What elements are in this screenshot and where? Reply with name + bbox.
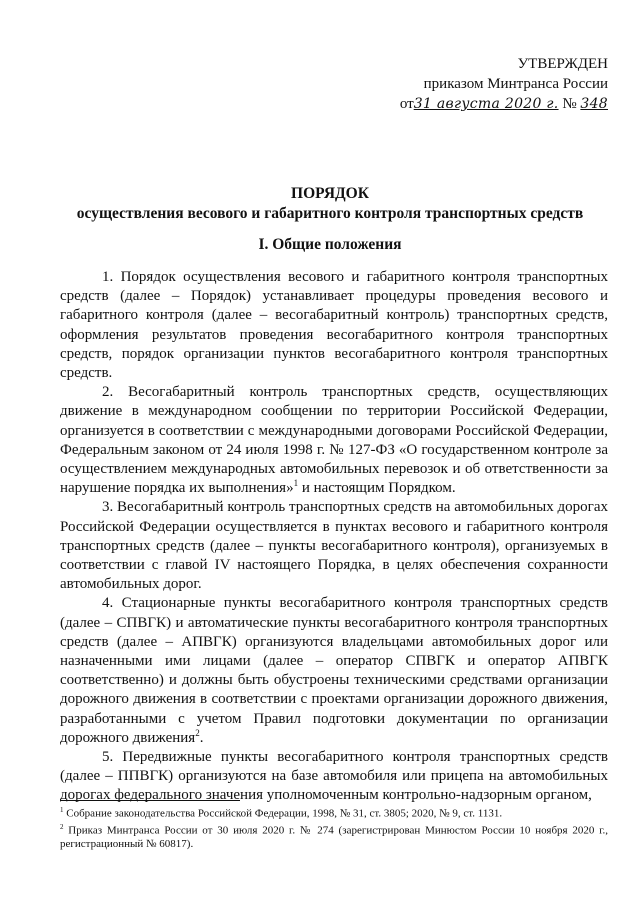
document-title bbox=[60, 184, 600, 224]
paragraph-1: 1. Порядок осуществления весового и габаритного контроля транспортных средств (далее – Порядок) устанавливает процедуры проведения весового и габаритного контроля (далее – весогабаритный контроль) транспортных средств, оформления результатов проведения весогабаритного контроля транспортных средств, порядок организации пунктов весогабаритного контроля транспортных средств. bbox=[60, 269, 608, 382]
paragraph-2: 2. Весогабаритный контроль транспортных средств, осуществляющих движение в международном сообщении по территории Российской Федерации, организуется в соответствии с международными договорами Российской Федерации, Федеральным законом от 24 июля 1998 г. № 127-ФЗ «О государственном контроле за осуществлением международных автомобильных перевозок и об ответственности за нарушение порядка их выполнения»$^1$ и настоящим Порядком. bbox=[60, 384, 608, 497]
paragraph-5: 5. Передвижные пункты весогабаритного контроля транспортных средств (далее – ППВГК) организуются на базе автомобиля или прицепа на автомобильных дорогах федерального значения уполномоченным контрольно-надзорным органом, bbox=[60, 749, 608, 804]
footnote-ref-2: 2 bbox=[195, 727, 200, 738]
handwritten-date: 31 августа 2020 г. bbox=[413, 96, 559, 112]
title-line-2: осуществления весового и габаритного контроля транспортных средств bbox=[76, 205, 584, 222]
approval-title: УТВЕРЖДЕН bbox=[517, 56, 608, 72]
section-heading: I. Общие положения bbox=[258, 236, 402, 253]
date-prefix: от bbox=[399, 96, 414, 112]
footnote-2: $^2$ Приказ Минтранса России от 30 июля 2020 г. № 274 (зарегистрирован Минюстом России 10 ноября 2020 г., регистрационный № 60817). bbox=[60, 823, 608, 851]
footnotes bbox=[60, 804, 608, 852]
document-body bbox=[60, 268, 608, 806]
footnote-ref-1: 1 bbox=[293, 478, 299, 489]
approval-stamp bbox=[308, 54, 608, 114]
number-prefix: № bbox=[562, 96, 577, 112]
title-line-1: ПОРЯДОК bbox=[291, 185, 369, 202]
footnote-1: $^1$ Собрание законодательства Российской Федерации, 1998, № 31, ст. 3805; 2020, № 9, ст. 1131. bbox=[60, 806, 503, 820]
paragraph-4: 4. Стационарные пункты весогабаритного контроля транспортных средств (далее – СПВГК) и автоматические пункты весогабаритного контроля транспортных средств (далее – АПВГК) организуются владельцами автомобильных дорог или назначенными ими лицами (далее – оператор СПВГК и оператор АПВГК соответственно) и должны быть обустроены техническими средствами организации дорожного движения в соответствии с проектами организации дорожного движения, разработанными с учетом Правил подготовки документации по организации дорожного движения$^2$. bbox=[60, 595, 608, 746]
approval-order: приказом Минтранса России bbox=[423, 76, 608, 92]
approval-date-line bbox=[308, 94, 608, 114]
handwritten-number: 348 bbox=[580, 96, 608, 112]
paragraph-3: 3. Весогабаритный контроль транспортных средств на автомобильных дорогах Российской Федерации осуществляется в пунктах весового и габаритного контроля транспортных средств (далее – пункты весогабаритного контроля), организуемых в соответствии с главой IV настоящего Порядка, в целях обеспечения сохранности автомобильных дорог. bbox=[60, 499, 608, 593]
footnote-divider bbox=[60, 800, 240, 801]
